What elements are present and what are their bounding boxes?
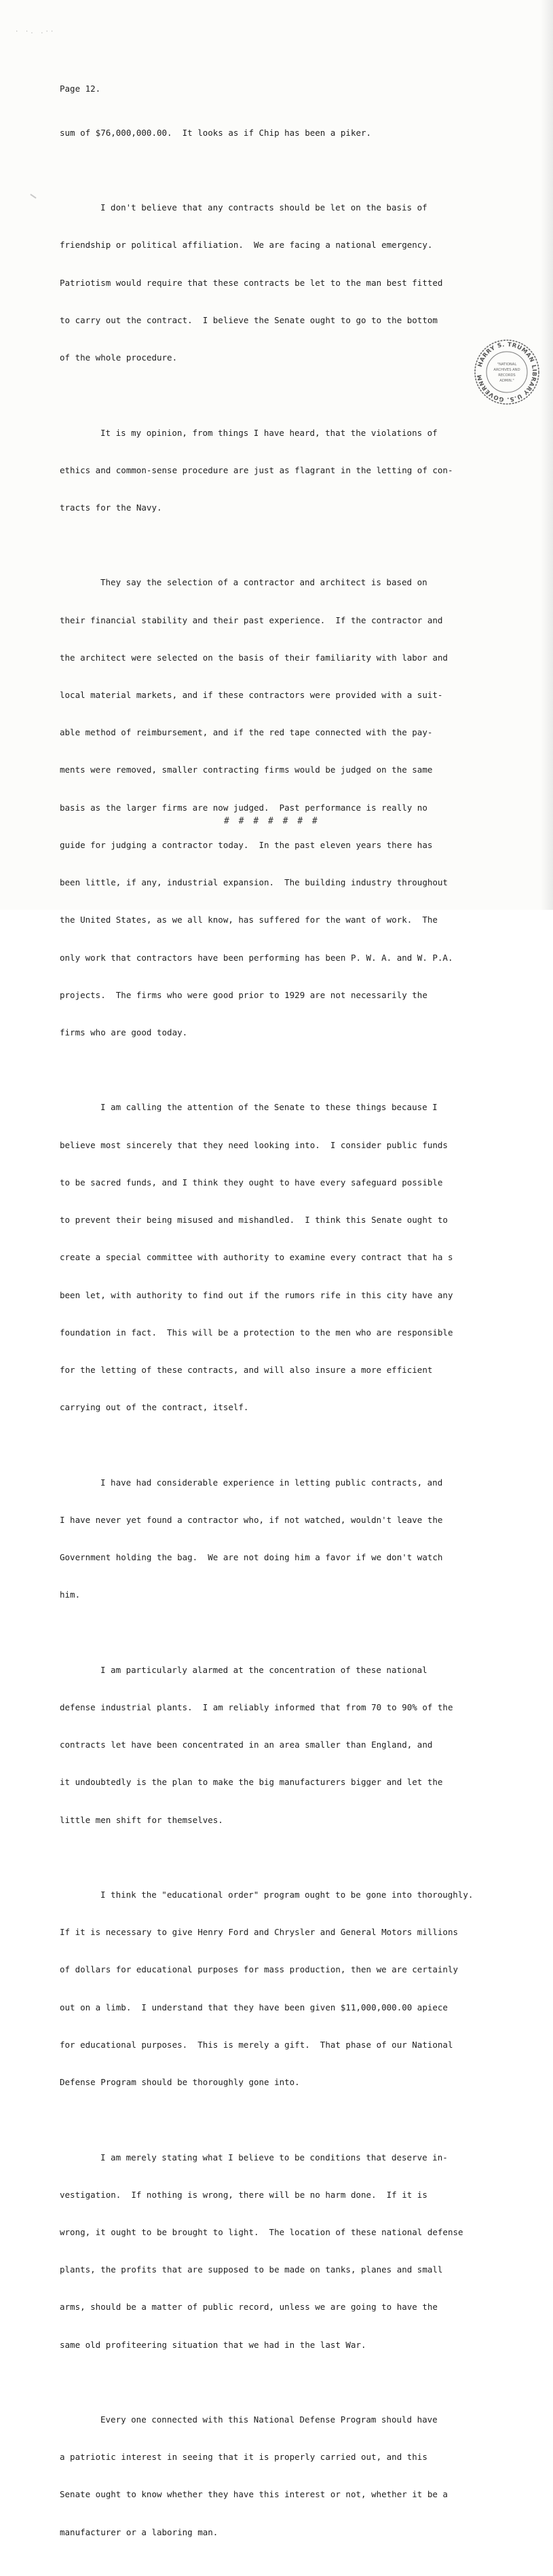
text-line: their financial stability and their past experience. If the contractor and [60, 614, 443, 625]
text-line: guide for judging a contractor today. In the past eleven years there has [60, 839, 433, 850]
text-line: manufacturer or a laboring man. [60, 2526, 218, 2537]
text-line: foundation in fact. This will be a protection to the men who are responsible [60, 1327, 453, 1338]
text-line: ethics and common-sense procedure are just as flagrant in the letting of con- [60, 464, 453, 475]
text-line: the architect were selected on the basis of their familiarity with labor and [60, 652, 448, 663]
text-line: They say the selection of a contractor and architect is based on [100, 577, 427, 588]
text-line: Government holding the bag. We are not doing him a favor if we don't watch [60, 1552, 443, 1563]
page-number: Page 12. [60, 84, 101, 94]
text-line: been little, if any, industrial expansion. The building industry throughout [60, 877, 448, 888]
text-line: believe most sincerely that they need looking into. I consider public funds [60, 1139, 448, 1150]
text-line: out on a limb. I understand that they have been given $11,000,000.00 apiece [60, 2002, 448, 2012]
stamp-center-line-3: RECORDS [498, 373, 516, 378]
text-line: basis as the larger firms are now judged. Past performance is really no [60, 802, 427, 813]
paragraph [60, 1639, 501, 1852]
text-line: I think the "educational order" program ought to be gone into thoroughly. [100, 1889, 474, 1900]
page-edge-shadow [541, 0, 553, 910]
text-line: been let, with authority to find out if the rumors rife in this city have any [60, 1289, 453, 1300]
paragraph [60, 2389, 501, 2564]
text-line: contracts let have been concentrated in an area smaller than England, and [60, 1740, 433, 1750]
text-line: the United States, as we all know, has suffered for the want of work. The [60, 915, 438, 925]
stamp-center-line-2: ARCHIVES AND [493, 368, 520, 372]
text-line: tracts for the Navy. [60, 502, 162, 513]
archive-stamp [473, 338, 541, 406]
text-line: firms who are good today. [60, 1027, 188, 1038]
text-line: arms, should be a matter of public record, unless we are going to have the [60, 2302, 438, 2313]
text-line: of the whole procedure. [60, 352, 178, 363]
body-text [60, 102, 501, 2576]
text-line: Senate ought to know whether they have this interest or not, whether it be a [60, 2489, 448, 2500]
paragraph [60, 2127, 501, 2376]
text-line: able method of reimbursement, and if the red tape connected with the pay- [60, 727, 433, 738]
text-line: carrying out of the contract, itself. [60, 1402, 249, 1413]
text-line: I have never yet found a contractor who, if not watched, wouldn't leave the [60, 1514, 443, 1525]
text-line: Defense Program should be thoroughly gone into. [60, 2077, 300, 2088]
paragraph [60, 1452, 501, 1627]
text-line: Every one connected with this National Defense Program should have [100, 2414, 438, 2425]
margin-tick-mark [30, 194, 36, 198]
text-line: it undoubtedly is the plan to make the big manufacturers bigger and let the [60, 1777, 443, 1788]
text-line: for the letting of these contracts, and will also insure a more efficient [60, 1364, 433, 1375]
text-line: to carry out the contract. I believe the Senate ought to go to the bottom [60, 314, 438, 325]
margin-smudge: · ·. .·· [15, 29, 56, 35]
text-line: of dollars for educational purposes for mass production, then we are certainly [60, 1964, 458, 1975]
text-line: to prevent their being misused and mishandled. I think this Senate ought to [60, 1215, 448, 1226]
stamp-center-line-4: ADMIN." [499, 379, 514, 383]
text-line: I am calling the attention of the Senate to these things because I [100, 1102, 438, 1113]
stamp-center-line-1: "NATIONAL [497, 363, 517, 367]
paragraph [60, 552, 501, 1065]
text-line: wrong, it ought to be brought to light. The location of these national defense [60, 2226, 463, 2237]
paragraph [60, 1077, 501, 1439]
text-line: vestigation. If nothing is wrong, there will be no harm done. If it is [60, 2189, 427, 2200]
text-line: sum of $76,000,000.00. It looks as if Chip has been a piker. [60, 127, 372, 138]
text-line: It is my opinion, from things I have heard, that the violations of [100, 427, 438, 438]
paragraph [60, 402, 501, 539]
text-line: same old profiteering situation that we had in the last War. [60, 2339, 366, 2350]
text-line: local material markets, and if these contractors were provided with a suit- [60, 690, 443, 701]
text-line: create a special committee with authority to examine every contract that ha s [60, 1252, 453, 1263]
text-line: for educational purposes. This is merely a gift. That phase of our National [60, 2039, 453, 2050]
end-mark: # # # # # # # [224, 816, 320, 826]
text-line: I have had considerable experience in letting public contracts, and [100, 1477, 443, 1488]
text-line: projects. The firms who were good prior to 1929 are not necessarily the [60, 989, 427, 1000]
text-line: only work that contractors have been performing has been P. W. A. and W. P.A. [60, 952, 453, 963]
text-line: friendship or political affiliation. We are facing a national emergency. [60, 240, 433, 251]
text-line: defense industrial plants. I am reliably informed that from 70 to 90% of the [60, 1701, 453, 1712]
text-line: to be sacred funds, and I think they ought to have every safeguard possible [60, 1177, 443, 1188]
text-line: I am merely stating what I believe to be conditions that deserve in- [100, 2152, 448, 2163]
text-line: ments were removed, smaller contracting firms would be judged on the same [60, 765, 433, 775]
paragraph [60, 1864, 501, 2114]
paragraph [60, 177, 501, 389]
text-line: plants, the profits that are supposed to be made on tanks, planes and small [60, 2264, 443, 2275]
paragraph [60, 102, 501, 164]
archive-stamp-graphic [473, 338, 541, 406]
text-line: I don't believe that any contracts should be let on the basis of [100, 202, 427, 213]
text-line: If it is necessary to give Henry Ford and Chrysler and General Motors millions [60, 1927, 458, 1938]
text-line: I am particularly alarmed at the concentration of these national [100, 1664, 427, 1675]
text-line: a patriotic interest in seeing that it is properly carried out, and this [60, 2452, 427, 2463]
text-line: Patriotism would require that these contracts be let to the man best fitted [60, 277, 443, 288]
text-line: him. [60, 1589, 81, 1600]
text-line: little men shift for themselves. [60, 1814, 223, 1825]
stamp-ring-text-path: HARRY S. TRUMAN LIBRARY U.S. GOVERNM [476, 341, 538, 403]
